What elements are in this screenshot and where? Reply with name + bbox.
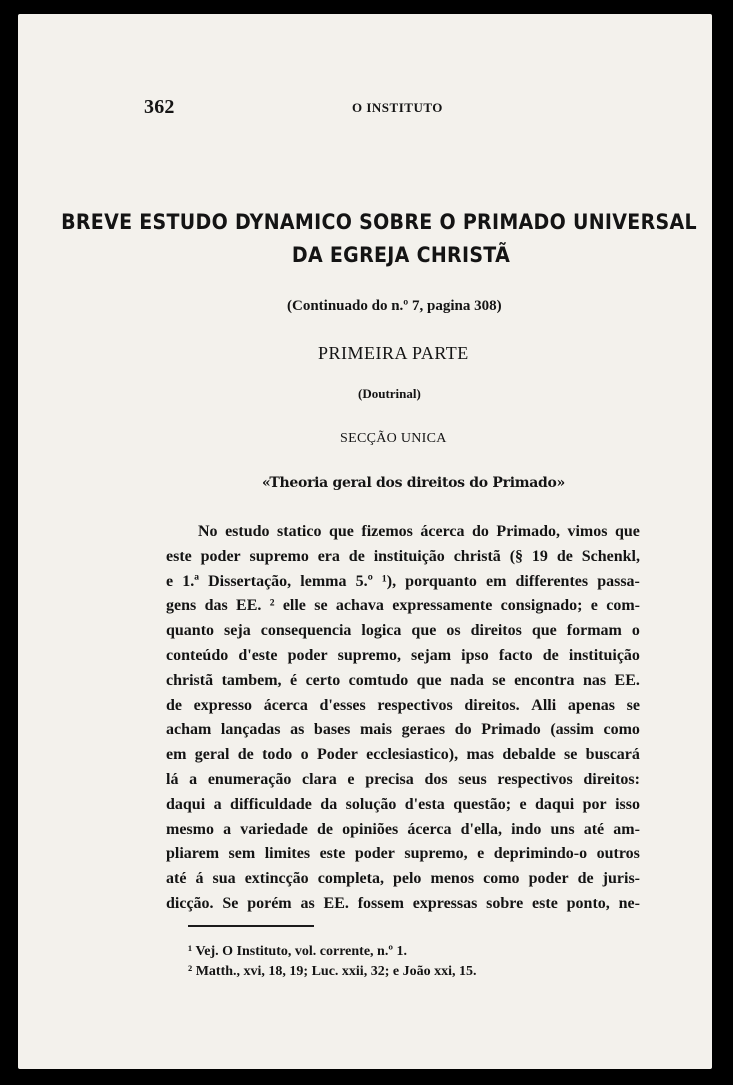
body-line: de expresso ácerca d'esses respectivos direitos. Alli apenas se	[166, 696, 640, 714]
title-line-2: DA EGREJA CHRISTÃ	[291, 243, 511, 268]
body-line: gens das EE. ² elle se achava expressamente consignado; e com-	[166, 597, 640, 615]
body-line: daqui a difficuldade da solução d'esta questão; e daqui por isso	[166, 795, 640, 813]
article-title	[18, 206, 712, 272]
body-line: dicção. Se porém as EE. fossem expressas sobre este ponto, ne-	[166, 894, 640, 912]
footnote-rule	[188, 925, 314, 927]
body-line: conteúdo d'este poder supremo, sejam ipso facto de instituição	[166, 646, 640, 664]
footnote: ¹ Vej. O Instituto, vol. corrente, n.º 1.	[188, 944, 407, 959]
document-page	[18, 14, 712, 1069]
footnote: ² Matth., xvi, 18, 19; Luc. xxii, 32; e João xxi, 15.	[188, 964, 477, 979]
body-line: este poder supremo era de instituição christã (§ 19 de Schenkl,	[166, 547, 640, 565]
body-line: e 1.ª Dissertação, lemma 5.º ¹), porquanto em differentes passa-	[166, 572, 640, 590]
part-heading: PRIMEIRA PARTE	[318, 343, 469, 363]
continuation-note: (Continuado do n.º 7, pagina 308)	[287, 298, 502, 314]
section-heading: SECÇÃO UNICA	[340, 431, 447, 446]
section-title: «Theoria geral dos direitos do Primado»	[262, 475, 565, 491]
page-number: 362	[144, 96, 175, 118]
body-text	[166, 520, 640, 917]
part-subtitle: (Doutrinal)	[358, 386, 421, 401]
title-line-1: BREVE ESTUDO DYNAMICO SOBRE O PRIMADO UNIVERSAL	[61, 210, 697, 235]
body-line: mesmo a variedade de opiniões ácerca d'ella, indo uns até am-	[166, 820, 640, 838]
journal-name: O INSTITUTO	[352, 100, 443, 115]
footnotes	[188, 942, 476, 982]
body-line: No estudo statico que fizemos ácerca do Primado, vimos que	[198, 523, 640, 540]
body-line: até á sua extincção completa, pelo menos como poder de juris-	[166, 870, 640, 888]
body-line: em geral de todo o Poder ecclesiastico), mas debalde se buscará	[166, 746, 640, 764]
body-line: pliarem sem limites este poder supremo, e deprimindo-o outros	[166, 845, 640, 863]
body-line: acham lançadas as bases mais geraes do Primado (assim como	[166, 721, 640, 739]
body-line: lá a enumeração clara e precisa dos seus respectivos direitos:	[166, 770, 640, 788]
body-line: christã tambem, é certo comtudo que nada se encontra nas EE.	[166, 671, 640, 689]
body-line: quanto seja consequencia logica que os direitos que formam o	[166, 622, 640, 640]
